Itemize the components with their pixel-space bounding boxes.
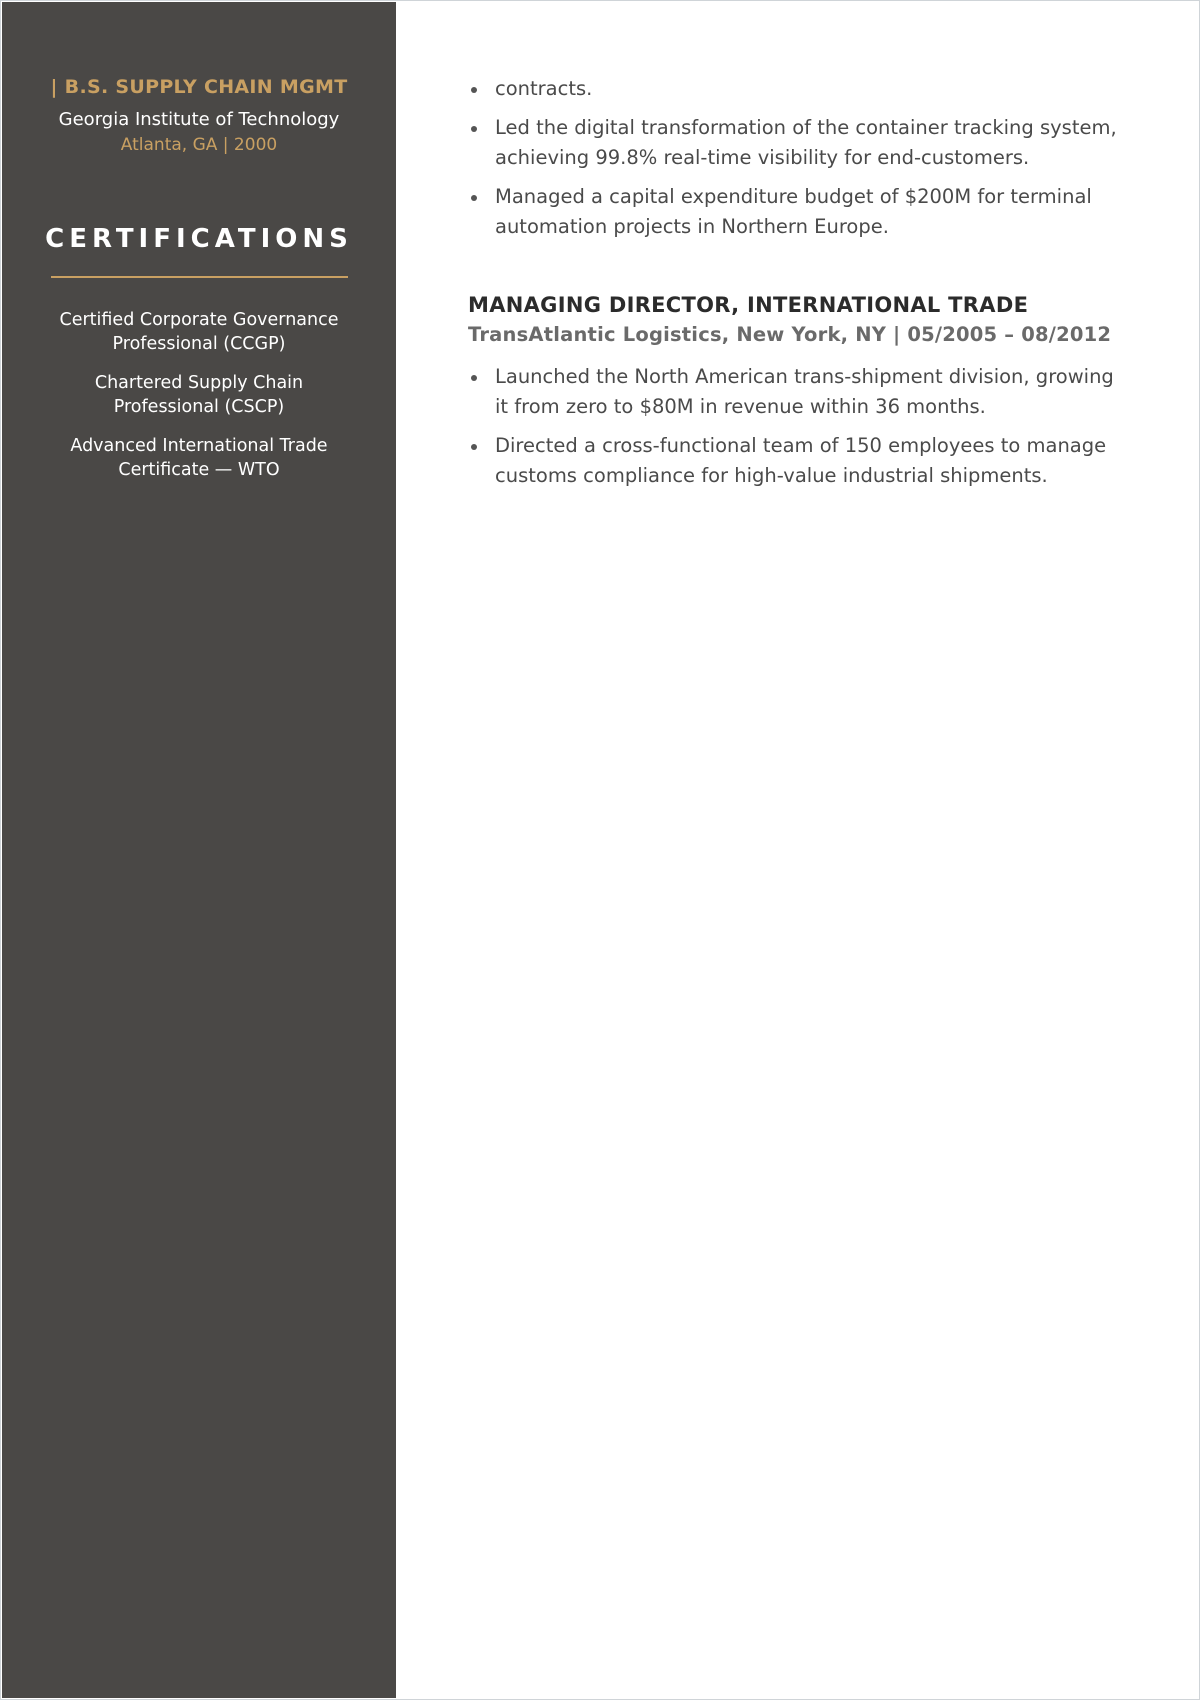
certification-item: Advanced International Trade Certificate — WTO (70, 436, 328, 480)
bullet-text: Managed a capital expenditure budget of $200M for terminal automation projects in Northern Europe. (495, 185, 1092, 238)
sidebar (2, 2, 396, 1698)
bullet-dot-icon (471, 126, 477, 132)
bullet-item (397, 182, 1120, 242)
certifications-heading: CERTIFICATIONS (45, 224, 353, 254)
job-bullets (397, 362, 1120, 500)
bullet-dot-icon (471, 375, 477, 381)
bullet-item (397, 362, 1120, 422)
bullet-item (397, 74, 1120, 104)
bullet-text: Led the digital transformation of the container tracking system, achieving 99.8% real-time visibility for end-customers. (495, 116, 1117, 169)
bullet-dot-icon (471, 87, 477, 93)
education-school: Georgia Institute of Technology (58, 109, 340, 130)
bullet-dot-icon (471, 444, 477, 450)
bullet-text: Directed a cross-functional team of 150 employees to manage customs compliance for high-value industrial shipments. (495, 434, 1107, 487)
job-title: MANAGING DIRECTOR, INTERNATIONAL TRADE (468, 293, 1029, 317)
bullet-dot-icon (471, 195, 477, 201)
bullet-text: contracts. (495, 77, 593, 100)
education-location-year: Atlanta, GA | 2000 (120, 135, 278, 155)
main-content (397, 2, 1199, 1698)
education-degree: | B.S. SUPPLY CHAIN MGMT (50, 76, 348, 98)
certification-item: Chartered Supply Chain Professional (CSCP) (94, 373, 304, 417)
bullet-item (397, 113, 1120, 173)
certification-item: Certified Corporate Governance Professional (CCGP) (59, 310, 339, 354)
bullet-text: Launched the North American trans-shipment division, growing it from zero to $80M in revenue within 36 months. (495, 365, 1114, 418)
bullet-item (397, 431, 1120, 491)
certifications-list (42, 308, 356, 497)
certifications-divider (51, 276, 348, 278)
job-company-dates: TransAtlantic Logistics, New York, NY | 05/2005 – 08/2012 (468, 323, 1112, 346)
previous-job-bullets (397, 74, 1120, 251)
